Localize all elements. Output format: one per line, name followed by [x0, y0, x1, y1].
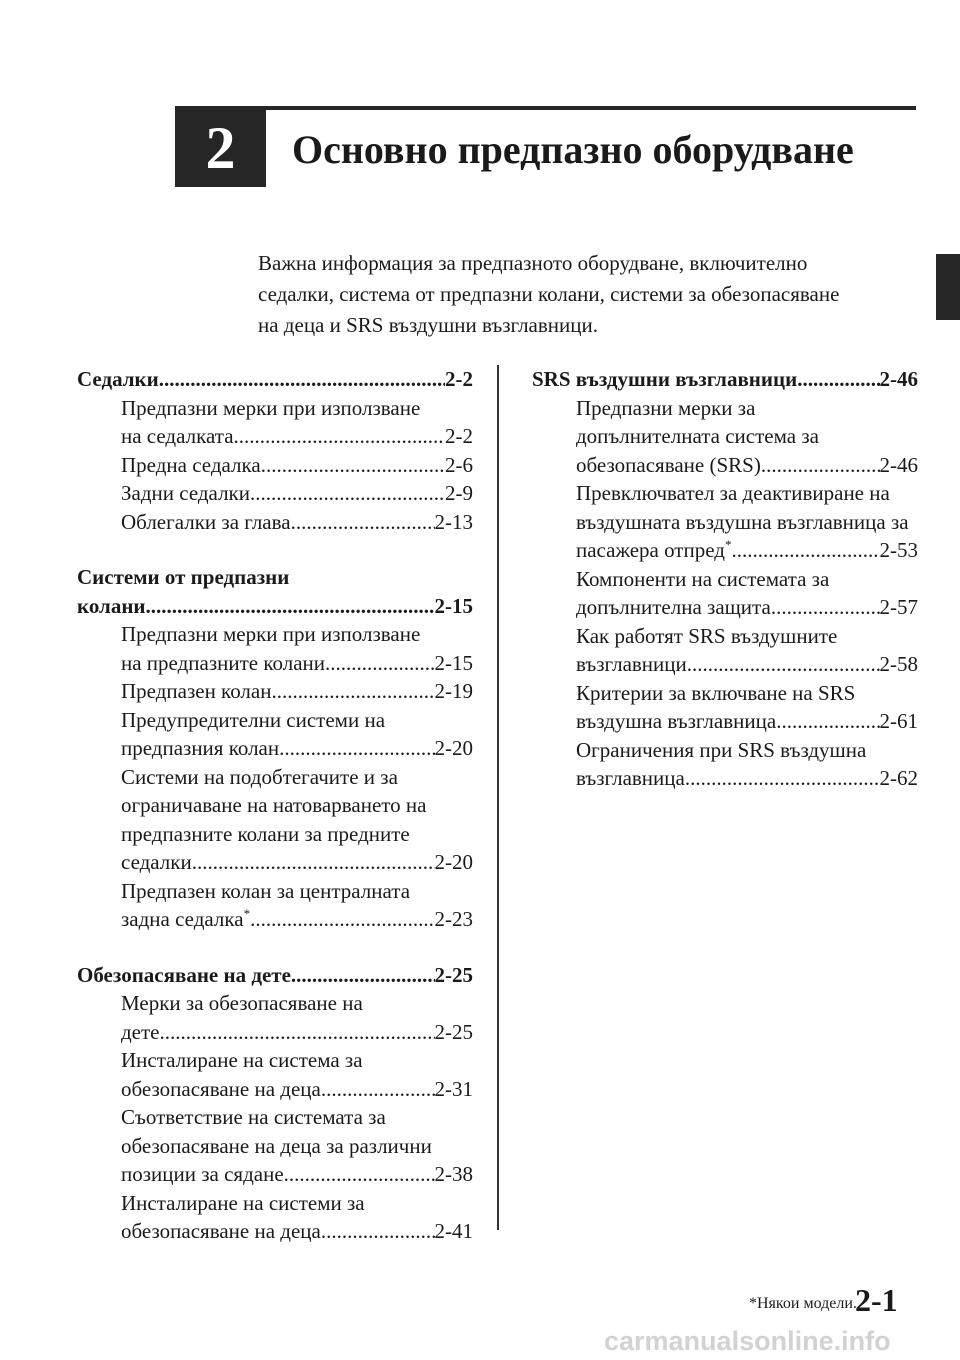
- toc-entry-line[interactable]: ограничаване на натоварването на: [121, 793, 427, 817]
- chapter-title-rule: [175, 106, 916, 110]
- toc-entry-line[interactable]: Предпазен колан за централната: [121, 878, 411, 903]
- toc-entry-line[interactable]: Системи на подобтегачите и за: [121, 764, 398, 789]
- footnote: *Някои модели.: [749, 1295, 857, 1312]
- toc-entry-line[interactable]: обезопасяване на деца за различни: [121, 1133, 432, 1158]
- toc-entries: [532, 394, 918, 793]
- toc-section-airbags: [532, 365, 918, 793]
- toc-entry-line[interactable]: на седалката ..... 2-2: [121, 422, 473, 451]
- toc-section-heading[interactable]: Обезопасяване на дете ..... 2-25: [77, 961, 473, 990]
- toc-entry-line[interactable]: на предпазните колани ..... 2-15: [121, 649, 473, 678]
- toc-entry-line[interactable]: Задни седалки ..... 2-9: [121, 479, 473, 508]
- toc-section-heading[interactable]: Системи от предпазни: [77, 565, 290, 589]
- toc-entry-line[interactable]: възглавници ..... 2-58: [576, 650, 918, 679]
- toc-section-heading[interactable]: колани ..... 2-15: [77, 592, 473, 621]
- toc-section-heading[interactable]: SRS въздушни възглавници ..... 2-46: [532, 365, 918, 394]
- watermark: carmanualsonline.info: [604, 1326, 891, 1356]
- toc-entries: [77, 989, 473, 1246]
- intro-line: Важна информация за предпазното оборудване, включително: [258, 251, 808, 275]
- toc-entry-line[interactable]: Компоненти на системата за: [576, 566, 830, 591]
- toc-entry-line[interactable]: въздушната въздушна възглавница за: [576, 509, 909, 534]
- column-divider: [497, 365, 499, 1230]
- toc-entry-line[interactable]: предпазните колани за предните: [121, 821, 410, 846]
- toc-left-column: [77, 365, 473, 1273]
- toc-entry-line[interactable]: Как работят SRS въздушните: [576, 623, 838, 648]
- toc-entry-line[interactable]: обезопасяване на деца ..... 2-31: [121, 1075, 473, 1104]
- toc-entry-line[interactable]: Превключвател за деактивиране на: [576, 481, 890, 505]
- toc-section-seats: [77, 365, 473, 536]
- toc-entry-line[interactable]: седалки ..... 2-20: [121, 848, 473, 877]
- toc-section-child-restraint: [77, 961, 473, 1246]
- toc-section-heading[interactable]: Седалки ..... 2-2: [77, 365, 473, 394]
- toc-entry-line[interactable]: Предна седалка ..... 2-6: [121, 451, 473, 480]
- chapter-title: Основно предпазно оборудване: [292, 127, 854, 172]
- toc-entry-line[interactable]: възглавница ..... 2-62: [576, 764, 918, 793]
- toc-entry-line[interactable]: Предпазен колан ..... 2-19: [121, 677, 473, 706]
- chapter-number-box: [175, 110, 266, 187]
- toc-entry-line[interactable]: Предупредителни системи на: [121, 707, 386, 732]
- toc-entry-line[interactable]: Предпазни мерки при използване: [121, 395, 421, 420]
- toc-entry-line[interactable]: Инсталиране на система за: [121, 1048, 363, 1072]
- footnote-marker: *: [724, 537, 732, 552]
- toc-entry-line[interactable]: Ограничения при SRS въздушна: [576, 737, 867, 762]
- toc-entry-line[interactable]: въздушна възглавница ..... 2-61: [576, 707, 918, 736]
- toc-entry-line[interactable]: позиции за сядане ..... 2-38: [121, 1160, 473, 1189]
- toc-entry-line[interactable]: предпазния колан ..... 2-20: [121, 734, 473, 763]
- toc-entry-line[interactable]: допълнителната система за: [576, 424, 819, 448]
- toc-entries: [77, 620, 473, 934]
- chapter-number: 2: [205, 115, 236, 181]
- toc-entry-line[interactable]: Съответствие на системата за: [121, 1105, 386, 1129]
- intro-line: на деца и SRS въздушни възглавници.: [258, 313, 598, 337]
- toc-entry-line[interactable]: Инсталиране на системи за: [121, 1190, 365, 1215]
- toc-section-seatbelts: [77, 563, 473, 934]
- toc-entry-line[interactable]: обезопасяване (SRS) ..... 2-46: [576, 451, 918, 480]
- toc-entry-line[interactable]: допълнителна защита ..... 2-57: [576, 593, 918, 622]
- toc-entry-line[interactable]: Облегалки за глава ..... 2-13: [121, 508, 473, 537]
- toc-entries: [77, 394, 473, 537]
- chapter-side-tab: [936, 254, 960, 320]
- toc-entry-line[interactable]: Предпазни мерки за: [576, 395, 756, 420]
- toc-entry-line[interactable]: Критерии за включване на SRS: [576, 680, 856, 705]
- toc-entry-line[interactable]: обезопасяване на деца ..... 2-41: [121, 1217, 473, 1246]
- toc-entry-line[interactable]: пасажера отпред* ..... 2-53: [576, 536, 918, 565]
- toc-entry-line[interactable]: Мерки за обезопасяване на: [121, 991, 363, 1015]
- page-number: 2-1: [855, 1282, 898, 1318]
- chapter-intro: [258, 248, 918, 341]
- intro-line: седалки, система от предпазни колани, системи за обезопасяване: [258, 282, 840, 306]
- footnote-marker: *: [243, 906, 251, 921]
- toc-entry-line[interactable]: дете ..... 2-25: [121, 1018, 473, 1047]
- toc-right-column: [532, 365, 918, 820]
- toc-entry-line[interactable]: задна седалка* ..... 2-23: [121, 905, 473, 934]
- toc-entry-line[interactable]: Предпазни мерки при използване: [121, 622, 421, 646]
